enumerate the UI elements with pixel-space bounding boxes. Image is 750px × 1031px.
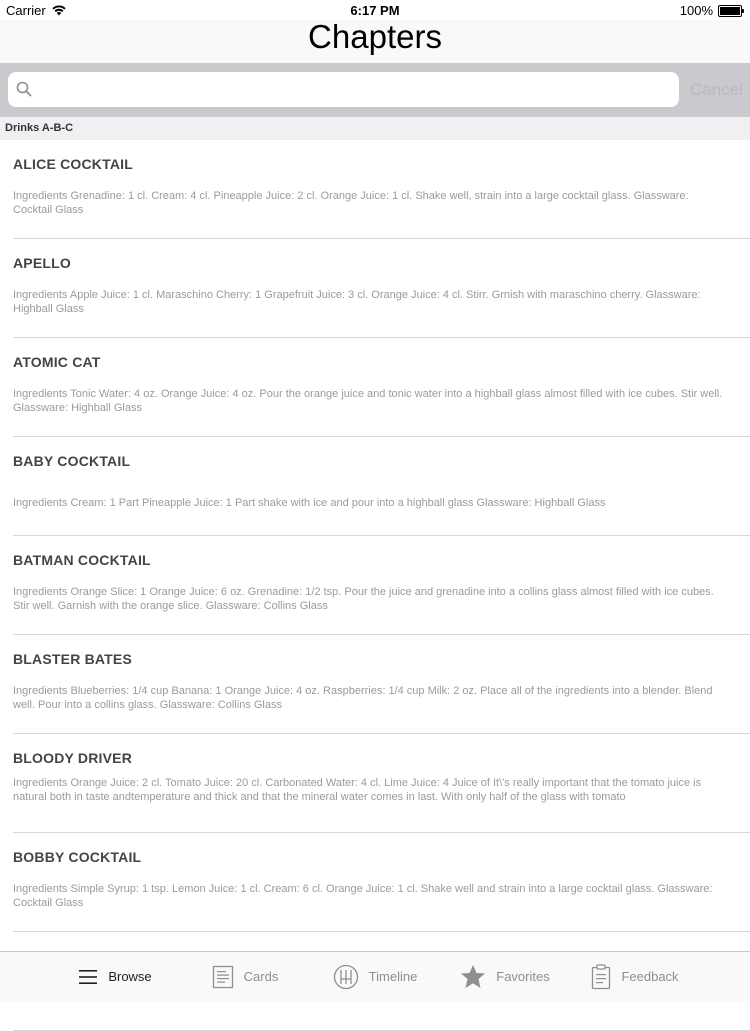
navigation-bar	[0, 20, 750, 63]
carrier-label: Carrier	[6, 3, 46, 18]
page-title: Chapters	[308, 18, 442, 55]
item-description: Ingredients Orange Juice: 2 cl. Tomato Juice: 20 cl. Carbonated Water: 4 cl. Lime Juice: 4 Juice of It\'s really important that the tomato juice is natural both in taste andtemperature and thick and that the mineral water comes in last. With only half of the glass with tomato	[13, 777, 702, 803]
section-title: Drinks A-B-C	[5, 122, 74, 134]
item-title: ALICE COCKTAIL	[13, 156, 133, 172]
card-icon	[212, 965, 234, 989]
tab-timeline[interactable]	[310, 952, 440, 1001]
list-item[interactable]	[13, 338, 750, 437]
tab-browse[interactable]	[50, 952, 180, 1001]
section-header	[0, 117, 750, 140]
search-icon	[16, 81, 32, 97]
battery-icon	[718, 5, 742, 17]
list-icon	[78, 968, 98, 986]
list-item[interactable]	[13, 635, 750, 734]
star-icon	[460, 964, 486, 989]
search-bar	[0, 63, 750, 117]
status-right	[680, 3, 742, 18]
search-input[interactable]	[38, 74, 672, 106]
status-bar	[0, 0, 750, 20]
tab-label: Feedback	[621, 969, 679, 984]
list-item[interactable]	[13, 734, 750, 833]
item-title: BLOODY DRIVER	[13, 750, 133, 766]
item-description: Ingredients Grenadine: 1 cl. Cream: 4 cl. Pineapple Juice: 2 cl. Orange Juice: 1 cl. Shake well, strain into a large cocktail glass. Glassware: Cocktail Glass	[13, 190, 689, 216]
tab-feedback[interactable]	[570, 952, 700, 1001]
list-item[interactable]	[13, 140, 750, 239]
item-description: Ingredients Cream: 1 Part Pineapple Juice: 1 Part shake with ice and pour into a highball glass Glassware: Highball Glass	[13, 497, 606, 509]
tab-cards[interactable]	[180, 952, 310, 1001]
item-description: Ingredients Orange Slice: 1 Orange Juice: 6 oz. Grenadine: 1/2 tsp. Pour the juice and grenadine into a collins glass almost filled with ice cubes. Stir well. Garnish with the orange slice. Glassware: Collins Glass	[13, 586, 714, 612]
tab-favorites[interactable]	[440, 952, 570, 1001]
clipboard-icon	[591, 964, 611, 990]
search-field[interactable]	[8, 72, 679, 107]
status-time: 6:17 PM	[350, 3, 400, 18]
item-title: APELLO	[13, 255, 71, 271]
item-title: BOBBY COCKTAIL	[13, 849, 142, 865]
battery-percent: 100%	[679, 3, 713, 18]
chapter-list[interactable]	[0, 140, 750, 951]
list-item[interactable]	[13, 437, 750, 536]
list-item[interactable]	[13, 833, 750, 932]
item-description: Ingredients Tonic Water: 4 oz. Orange Juice: 4 oz. Pour the orange juice and tonic water into a highball glass almost filled with ice cubes. Stir well. Glassware: Highball Glass	[13, 388, 723, 414]
item-title: BATMAN COCKTAIL	[13, 552, 151, 568]
item-title: BLASTER BATES	[13, 651, 133, 667]
cancel-button[interactable]: Cancel	[690, 80, 743, 99]
tab-label: Cards	[243, 969, 279, 984]
timeline-icon	[333, 964, 359, 990]
tab-bar	[0, 951, 750, 1001]
list-item[interactable]	[13, 536, 750, 635]
item-description: Ingredients Blueberries: 1/4 cup Banana: 1 Orange Juice: 4 oz. Raspberries: 1/4 cup Milk: 2 oz. Place all of the ingredients into a blender. Blend well. Pour into a collins glass. Glassware: Collins Glass	[13, 685, 713, 711]
tab-label: Timeline	[368, 969, 418, 984]
tab-label: Browse	[108, 969, 152, 984]
item-title: BABY COCKTAIL	[13, 453, 131, 469]
list-item[interactable]	[13, 239, 750, 338]
item-description: Ingredients Simple Syrup: 1 tsp. Lemon Juice: 1 cl. Cream: 6 cl. Orange Juice: 1 cl. Shake well and strain into a large cocktail glass. Glassware: Cocktail Glass	[13, 883, 713, 909]
tab-label: Favorites	[496, 969, 550, 984]
item-description: Ingredients Apple Juice: 1 cl. Maraschino Cherry: 1 Grapefruit Juice: 3 cl. Orange Juice: 4 cl. Stirr. Grnish with maraschino cherry. Glassware: Highball Glass	[13, 289, 701, 315]
item-title: ATOMIC CAT	[13, 354, 101, 370]
